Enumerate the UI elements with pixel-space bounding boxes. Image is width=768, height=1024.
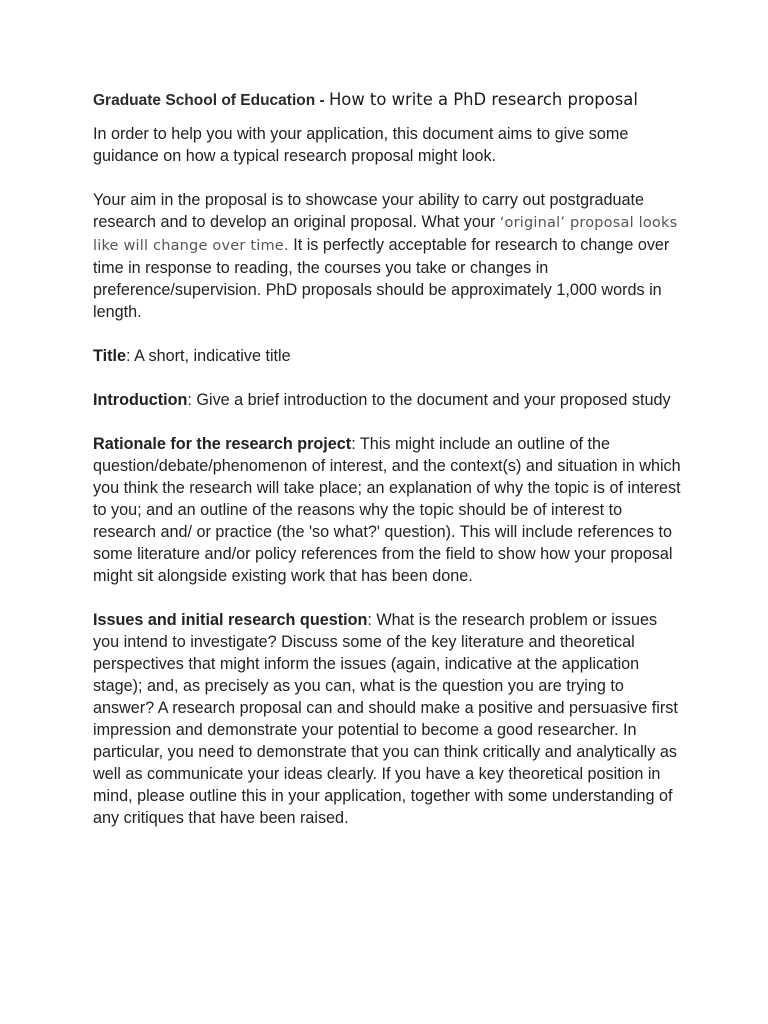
aim-text-end: It is perfectly acceptable for research to change over time in response to reading, the courses you take or changes in preference/supervision. PhD proposals should be approximately 1,000 words in length. <box>93 236 670 321</box>
section-rationale <box>93 433 683 587</box>
section-label: Title <box>93 347 126 365</box>
section-label: Issues and initial research question <box>93 611 368 629</box>
aim-text-light: ‘original’ proposal looks like will change over time. <box>93 215 678 254</box>
section-title <box>93 345 683 367</box>
section-label: Rationale for the research project <box>93 435 352 453</box>
section-text: : What is the research problem or issues you intend to investigate? Discuss some of the key literature and theoretical perspectives that might inform the issues (again, indicative at the application stage); and, as precisely as you can, what is the question you are trying to answer? A research proposal can and should make a positive and persuasive first impression and demonstrate your potential to become a good researcher. In particular, you need to demonstrate that you can think critically and analytically as well as communicate your ideas clearly. If you have a key theoretical position in mind, please outline this in your application, together with some understanding of any critiques that have been raised. <box>93 611 678 827</box>
section-text: : This might include an outline of the question/debate/phenomenon of interest, and the context(s) and situation in which you think the research will take place; an explanation of why the topic is of interest to you; and an outline of the reasons why the topic should be of interest to research and/ or practice (the 'so what?' question). This will include references to some literature and/or policy references from the field to show how your proposal might sit alongside existing work that has been done. <box>93 435 681 585</box>
section-text: : A short, indicative title <box>125 347 291 365</box>
section-issues <box>93 609 683 829</box>
heading-school-name: Graduate School of Education - <box>93 92 329 109</box>
section-introduction <box>93 389 683 411</box>
document-body <box>93 88 683 851</box>
heading-title: How to write a PhD research proposal <box>328 90 638 109</box>
aim-text-start: Your aim in the proposal is to showcase your ability to carry out postgraduate research and to develop an original proposal. What your <box>93 191 644 231</box>
document-heading <box>93 88 683 113</box>
section-label: Introduction <box>93 391 188 409</box>
intro-paragraph: In order to help you with your application, this document aims to give some guidance on how a typical research proposal might look. <box>93 125 629 165</box>
aim-paragraph <box>93 189 683 323</box>
section-text: : Give a brief introduction to the document and your proposed study <box>187 391 671 409</box>
